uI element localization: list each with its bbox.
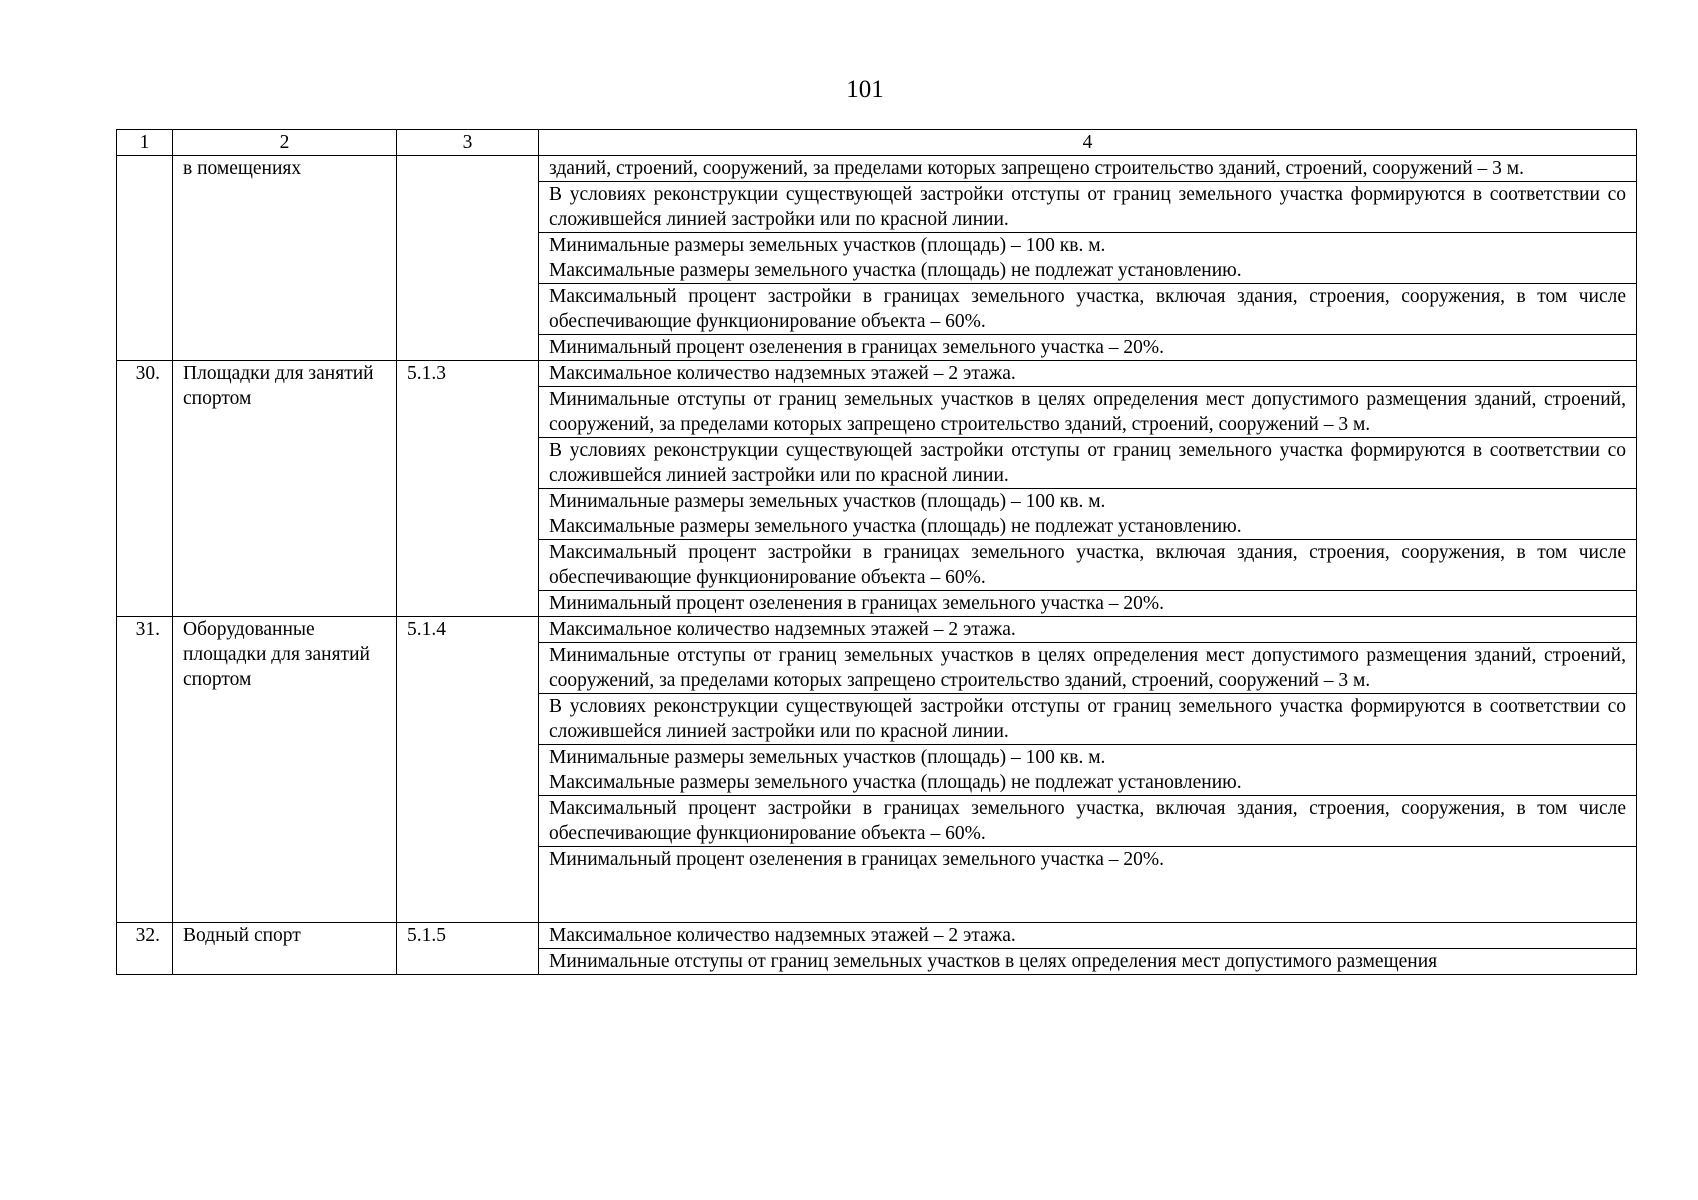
param-floors: Максимальное количество надземных этажей – 2 этажа. (539, 617, 1637, 643)
column-header-4: 4 (539, 130, 1637, 156)
column-header-3: 3 (397, 130, 539, 156)
param-setbacks: Минимальные отступы от границ земельных участков в целях определения мест допустимого размещения (539, 949, 1637, 975)
param-green: Минимальный процент озеленения в границах земельного участка – 20%. (539, 847, 1637, 923)
param-min-size: Минимальные размеры земельных участков (площадь) – 100 кв. м. (549, 747, 1106, 768)
row-number: 31. (117, 617, 173, 923)
use-type-name: Оборудованные площадки для занятий спортом (173, 617, 397, 923)
row-number: 30. (117, 361, 173, 617)
use-type-code: 5.1.5 (397, 923, 539, 975)
column-header-1: 1 (117, 130, 173, 156)
table-row (117, 923, 1637, 949)
param-floors: Максимальное количество надземных этажей – 2 этажа. (539, 361, 1637, 387)
param-coverage: Максимальный процент застройки в границах земельного участка, включая здания, строения, сооружения, в том числе обеспечивающие функционирование объекта – 60%. (539, 796, 1637, 847)
param-plot-size (539, 233, 1637, 284)
table-row (117, 361, 1637, 387)
param-plot-size (539, 489, 1637, 540)
table-row (117, 156, 1637, 182)
use-type-name: Площадки для занятий спортом (173, 361, 397, 617)
param-plot-size (539, 745, 1637, 796)
use-type-code (397, 156, 539, 361)
param-setbacks: Минимальные отступы от границ земельных участков в целях определения мест допустимого размещения зданий, строений, сооружений, за пределами которых запрещено строительство зданий, строений, сооружений – 3 м. (539, 387, 1637, 438)
param-reconstruction: В условиях реконструкции существующей застройки отступы от границ земельного участка формируются в соответствии со сложившейся линией застройки или по красной линии. (539, 694, 1637, 745)
column-header-2: 2 (173, 130, 397, 156)
use-type-name: Водный спорт (173, 923, 397, 975)
row-number (117, 156, 173, 361)
table-row (117, 617, 1637, 643)
param-min-size: Минимальные размеры земельных участков (площадь) – 100 кв. м. (549, 491, 1106, 512)
table-header-row (117, 130, 1637, 156)
param-max-size: Максимальные размеры земельного участка (площадь) не подлежат установлению. (549, 516, 1242, 537)
param-max-size: Максимальные размеры земельного участка (площадь) не подлежат установлению. (549, 772, 1242, 793)
param-reconstruction: В условиях реконструкции существующей застройки отступы от границ земельного участка формируются в соответствии со сложившейся линией застройки или по красной линии. (539, 182, 1637, 233)
regulations-table (116, 129, 1637, 975)
param-setbacks: зданий, строений, сооружений, за пределами которых запрещено строительство зданий, строений, сооружений – 3 м. (539, 156, 1637, 182)
param-reconstruction: В условиях реконструкции существующей застройки отступы от границ земельного участка формируются в соответствии со сложившейся линией застройки или по красной линии. (539, 438, 1637, 489)
param-floors: Максимальное количество надземных этажей – 2 этажа. (539, 923, 1637, 949)
param-setbacks: Минимальные отступы от границ земельных участков в целях определения мест допустимого размещения зданий, строений, сооружений, за пределами которых запрещено строительство зданий, строений, сооружений – 3 м. (539, 643, 1637, 694)
use-type-code: 5.1.3 (397, 361, 539, 617)
param-coverage: Максимальный процент застройки в границах земельного участка, включая здания, строения, сооружения, в том числе обеспечивающие функционирование объекта – 60%. (539, 284, 1637, 335)
param-max-size: Максимальные размеры земельного участка (площадь) не подлежат установлению. (549, 260, 1242, 281)
param-green: Минимальный процент озеленения в границах земельного участка – 20%. (539, 335, 1637, 361)
param-coverage: Максимальный процент застройки в границах земельного участка, включая здания, строения, сооружения, в том числе обеспечивающие функционирование объекта – 60%. (539, 540, 1637, 591)
page-number: 101 (846, 76, 884, 103)
row-number: 32. (117, 923, 173, 975)
use-type-code: 5.1.4 (397, 617, 539, 923)
param-min-size: Минимальные размеры земельных участков (площадь) – 100 кв. м. (549, 235, 1106, 256)
param-green: Минимальный процент озеленения в границах земельного участка – 20%. (539, 591, 1637, 617)
use-type-name: в помещениях (173, 156, 397, 361)
